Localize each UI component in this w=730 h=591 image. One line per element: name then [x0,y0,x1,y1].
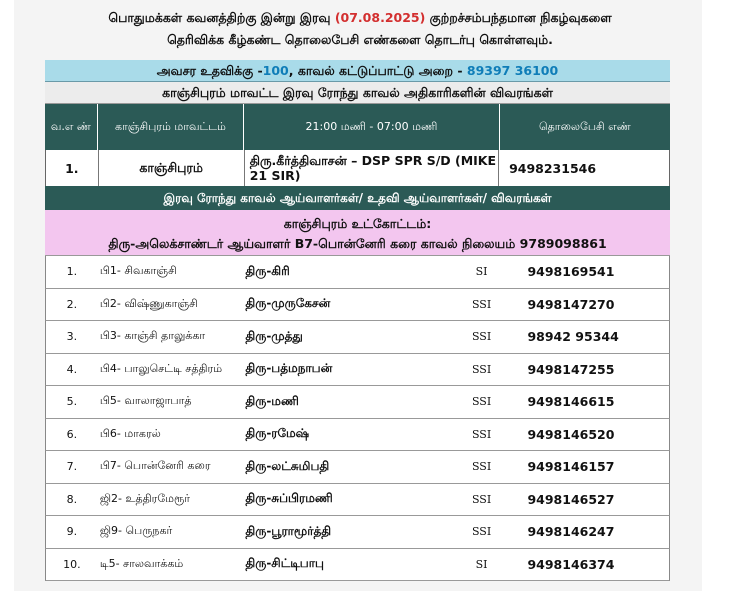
header-serial: வ.எ ண் [45,104,98,150]
table-row [45,451,670,484]
row-station: டி5- சாலவாக்கம் [99,556,184,570]
officer-row [45,150,670,186]
table-row [45,549,670,582]
officer-district: காஞ்சிபுரம் [99,150,245,186]
row-serial: 4. [66,362,78,376]
row-rank: SI [475,557,488,571]
table-row [45,386,670,419]
row-serial: 1. [66,265,78,279]
table-row [45,419,670,452]
subdivision-inspector: திரு-அலெக்சாண்டர் ஆய்வாளர் B7-பொன்னேரி கரை காவல் நிலையம் 9789098861 [108,236,607,251]
table-row [45,321,670,354]
table-row [45,516,670,549]
officer-phone[interactable]: 9498231546 [509,160,597,176]
row-station: பி6- மாகரல் [99,426,161,440]
station-rows [45,256,670,581]
row-station: ஜி2- உத்திரமேரூர் [99,491,191,505]
intro-date: (07.08.2025) [334,10,426,25]
header-phone: தொலைபேசி எண் [539,119,631,133]
emergency-number[interactable]: 100 [262,63,289,78]
row-serial: 3. [66,330,78,344]
row-serial: 6. [66,427,78,441]
row-phone[interactable]: 9498169541 [527,264,615,280]
row-rank: SSI [471,297,492,311]
row-phone[interactable]: 9498147255 [527,361,615,377]
table-row [45,256,670,289]
intro-text-after: குற்றச்சம்பந்தமான நிகழ்வுகளை [425,10,612,25]
row-officer-name: திரு-கிரி [245,263,290,278]
emergency-bar [45,60,670,82]
row-phone[interactable]: 9498146520 [527,426,615,442]
row-rank: SSI [471,427,492,441]
district-title: காஞ்சிபுரம் மாவட்ட இரவு ரோந்து காவல் அதிகாரிகளின் விவரங்கள் [45,82,670,104]
intro-text-before: பொதுமக்கள் கவனத்திற்கு இன்று இரவு [108,10,335,25]
table-row [45,289,670,322]
row-officer-name: திரு-பூராமூர்த்தி [245,523,332,538]
row-rank: SSI [471,492,492,506]
row-rank: SSI [471,395,492,409]
left-margin [0,0,14,591]
table-header [45,104,670,150]
row-rank: SSI [471,362,492,376]
row-station: பி5- வாலாஜாபாத் [99,394,192,408]
header-district: காஞ்சிபுரம் மாவட்டம் [98,104,244,150]
table-row [45,354,670,387]
row-officer-name: திரு-லட்சுமிபதி [245,458,330,473]
row-officer-name: திரு-பத்மநாபன் [245,361,333,376]
row-rank: SSI [471,525,492,539]
table-row [45,484,670,517]
intro-line-2: தெரிவிக்க கீழ்கண்ட தொலைபேசி எண்களை தொடர்பு கொள்ளவும். [167,32,553,47]
row-officer-name: திரு-சிட்டிபாபு [245,556,324,571]
row-phone[interactable]: 9498146527 [527,491,615,507]
row-officer-name: திரு-ரமேஷ் [245,426,310,441]
row-station: ஜி9- பெருநகர் [99,524,173,538]
row-phone[interactable]: 9498147270 [527,296,615,312]
row-officer-name: திரு-முத்து [245,328,303,343]
row-officer-name: திரு-சுப்பிரமணி [245,491,333,506]
row-phone[interactable]: 9498146247 [527,524,615,540]
row-serial: 2. [66,297,78,311]
officer-name: திரு.கீர்த்திவாசன் – DSP SPR S/D (MIKE 21 SIR) [245,150,499,186]
row-officer-name: திரு-முருகேசன் [245,296,331,311]
row-phone[interactable]: 9498146157 [527,459,615,475]
emergency-label: அவசர உதவிக்கு - [156,63,263,78]
row-officer-name: திரு-மணி [245,393,299,408]
row-rank: SSI [471,460,492,474]
row-station: பி1- சிவகாஞ்சி [99,264,177,278]
row-phone[interactable]: 98942 95344 [527,329,619,345]
patrol-table [45,60,670,581]
subdivision-block [45,210,670,256]
row-serial: 9. [66,525,78,539]
row-rank: SI [475,265,488,279]
row-rank: SSI [471,330,492,344]
row-station: பி3- காஞ்சி தாலுக்கா [99,329,206,343]
row-serial: 5. [66,395,78,409]
row-phone[interactable]: 9498146615 [527,394,615,410]
row-serial: 10. [63,557,81,571]
row-station: பி4- பாலுசெட்டி சத்திரம் [99,361,223,375]
control-room-number[interactable]: 89397 36100 [466,63,559,78]
row-station: பி7- பொன்னேரி கரை [99,459,211,473]
subdivision-title: காஞ்சிபுரம் உட்கோட்டம்: [283,216,432,231]
row-station: பி2- விஷ்ணுகாஞ்சி [99,296,198,310]
row-phone[interactable]: 9498146374 [527,556,615,572]
row-serial: 7. [66,460,78,474]
officer-serial: 1. [46,150,99,186]
rounds-title: இரவு ரோந்து காவல் ஆய்வாளர்கள்/ உதவி ஆய்வாளர்கள்/ விவரங்கள் [45,186,670,210]
control-room-label: , காவல் கட்டுப்பாட்டு அறை - [288,63,467,78]
header-time: 21:00 மணி - 07:00 மணி [244,104,500,150]
right-margin [702,0,730,591]
intro-line-1 [40,10,680,27]
row-serial: 8. [66,492,78,506]
